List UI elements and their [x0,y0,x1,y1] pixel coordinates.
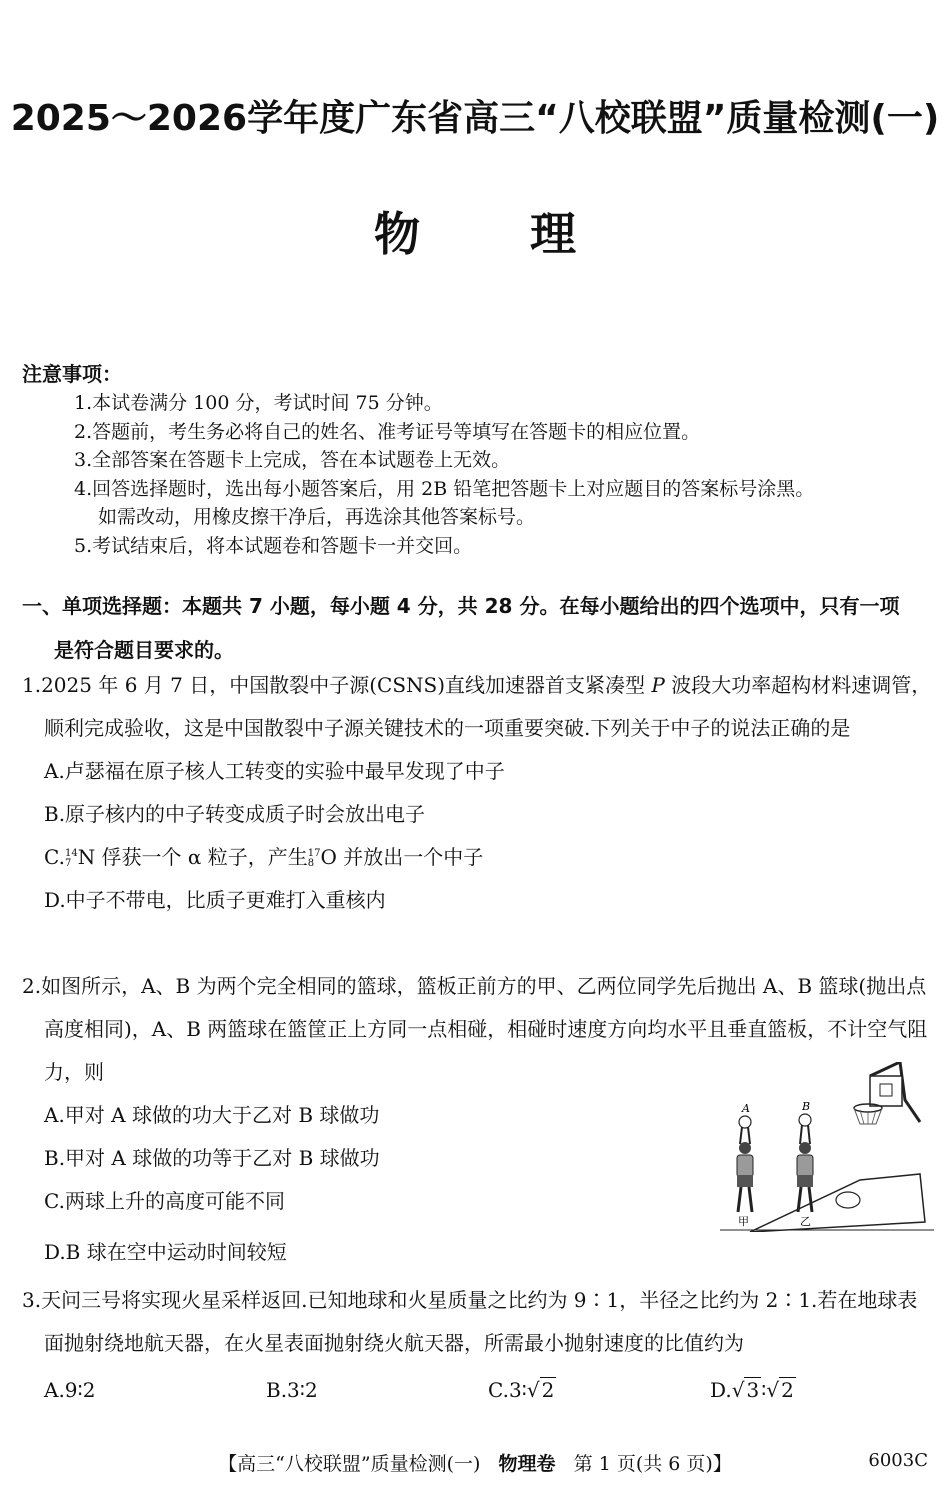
option-a: A.卢瑟福在原子核人工转变的实验中最早发现了中子 [44,759,505,783]
options-row [22,1369,932,1412]
notice-item: 5.考试结束后，将本试题卷和答题卡一并交回。 [74,534,473,557]
notice-item: 1.本试卷满分 100 分，考试时间 75 分钟。 [74,392,443,414]
footer-subject: 物理卷 [498,1453,556,1475]
basketball-figure [720,1062,934,1232]
notice-heading: 注意事项： [22,362,122,386]
subject-title: 物理 [374,207,686,261]
option-b: B.3∶2 [266,1378,318,1402]
question-stem: 3.天问三号将实现火星采样返回.已知地球和火星质量之比约为 9∶1，半径之比约为 2∶1.若在地球表面抛射绕地航天器，在火星表面抛射绕火航天器，所需最小抛射速度的比值约为 [22,1288,918,1355]
fig-label-yi: 乙 [800,1215,811,1228]
ball-a [739,1116,751,1128]
paper-code: 6003C [868,1450,928,1471]
footer-exam: 【高三“八校联盟”质量检测(一) [218,1453,481,1475]
hoop [854,1104,882,1112]
section-heading-line: 一、单项选择题：本题共 7 小题，每小题 4 分，共 28 分。在每小题给出的四个选项中，只有一项 [22,594,900,618]
section-heading-line: 是符合题目要求的。 [54,638,234,662]
page-footer [0,1449,950,1476]
nuclide-o: 17 8 O [307,845,337,869]
option-d: D.√ 3 ∶√ 2 [710,1378,794,1402]
section-heading [22,584,932,672]
fig-label-jia: 甲 [738,1215,749,1228]
notice-item: 2.答题前，考生务必将自己的姓名、准考证号等填写在答题卡的相应位置。 [74,420,701,443]
notice-list [74,389,814,560]
question-3 [22,1279,932,1412]
notice-item: 3.全部答案在答题卡上完成，答在本试题卷上无效。 [74,449,511,471]
notice-item: 4.回答选择题时，选出每小题答案后，用 2B 铅笔把答题卡上对应题目的答案标号涂黑。 [74,477,815,500]
player-jia [737,1116,753,1212]
option-d: D.B 球在空中运动时间较短 [44,1240,287,1264]
backboard [870,1076,902,1106]
option-a: A.9∶2 [44,1378,96,1402]
question-stem: 1.2025 年 6 月 7 日，中国散裂中子源(CSNS)直线加速器首支紧凑型 P 波段大功率超构材料速调管，顺利完成验收，这是中国散裂中子源关键技术的一项重要突破.下列关于中子的说法正确的是 [22,673,932,740]
option-d: D.中子不带电，比质子更难打入重核内 [44,888,386,912]
option-a: A.甲对 A 球做的功大于乙对 B 球做功 [44,1103,380,1127]
option-c: C. 14 7 N 俘获一个 α 粒子，产生 17 8 O 并放出一个中子 [22,836,932,879]
option-b: B.原子核内的中子转变成质子时会放出电子 [44,802,426,826]
ball-b [799,1114,811,1126]
option-c: C.两球上升的高度可能不同 [44,1189,285,1213]
fig-label-a: A [742,1102,750,1115]
question-1 [22,664,932,922]
player-yi [797,1114,813,1212]
option-b: B.甲对 A 球做的功等于乙对 B 球做功 [44,1146,380,1170]
exam-title: 2025～2026学年度广东省高三“八校联盟”质量检测(一) [10,98,940,139]
option-c: C.3∶√ 2 [488,1378,555,1402]
question-stem: 2.如图所示，A、B 为两个完全相同的篮球，篮板正前方的甲、乙两位同学先后抛出 A、B 篮球(抛出点高度相同)，A、B 两篮球在篮筐正上方同一点相碰，相碰时速度方向均水平且垂直篮板，不计空气阻力，则 [22,974,928,1084]
notice-item: 如需改动，用橡皮擦干净后，再选涂其他答案标号。 [98,506,536,528]
nuclide-n: 14 7 N [64,845,96,869]
footer-page: 第 1 页(共 6 页)】 [573,1453,732,1475]
fig-label-b: B [802,1100,811,1113]
